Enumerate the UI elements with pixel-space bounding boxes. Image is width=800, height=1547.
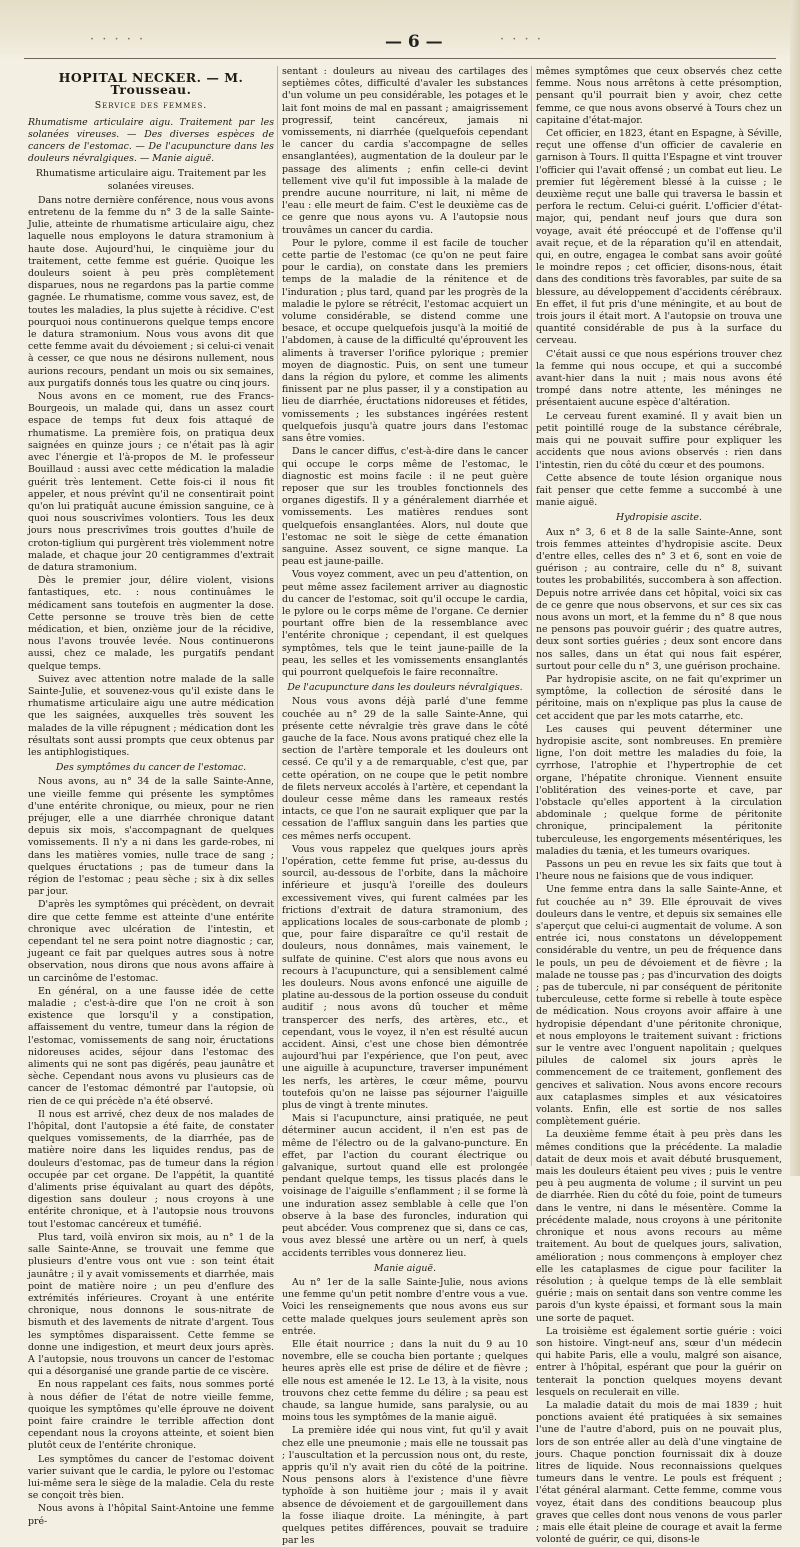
paragraph: Une femme entra dans la salle Sainte-Anne, et fut couchée au n° 39. Elle éprouvait de vives douleurs dans le ventre, et depuis six semaines elle s'aperçut que celui-ci augmentait de volume. A son entrée ici, nous constatons un développement considérable du ventre, un peu de fréquence dans le pouls, un peu de dévoiement et de fièvre ; la malade ne tousse pas ; pas d'incurvation des doigts ; pas de tubercule, ni par conséquent de péritonite tuberculeuse, cette forme si rebelle à toute espèce de médication. Nous croyons avoir affaire à une hydropisie dépendant d'une péritonite chronique, et nous employons le traitement suivant : frictions sur le ventre avec l'onguent napolitain ; quelques pilules de calomel six jours après le commencement de ce traitement, gonflement des gencives et salivation. Nous avons encore recours aux cataplasmes simples et aux vésicatoires volants. Enfin, elle est sortie de nos salles complètement guérie. <box>536 884 782 1128</box>
paragraph: C'était aussi ce que nous espérions trouver chez la femme qui nous occupe, et qui a succombé avant-hier dans la nuit ; mais nous avons été trompé dans notre attente, les méninges ne présentaient aucune espèce d'altération. <box>536 348 782 409</box>
paragraph: Cet officier, en 1823, étant en Espagne, à Séville, reçut une offense d'un officier de cavalerie en garnison à Tours. Il quitta l'Espagne et vint trouver l'officier qui l'avait offensé ; un combat eut lieu. Le premier fut légèrement blessé à la cuisse ; le deuxième reçut une balle qui traversa le bassin et perfora le rectum. Celui-ci guérit. L'officier d'état-major, qui, pendant neuf jours que dura son voyage, avait été préoccupé et de l'offense qu'il avait reçue, et de la réparation qu'il en attendait, qui, en outre, engagea le combat sans avoir goûté le moindre repos ; cet officier, disons-nous, était dans des conditions très favorables, par suite de sa blessure, au développement d'accidents cérébraux. En effet, il fut pris d'une méningite, et au bout de trois jours il était mort. A l'autopsie on trouva une quantité considérable de pus à la surface du cerveau. <box>536 128 782 347</box>
column-3 <box>536 66 782 1546</box>
paragraph: La deuxième femme était à peu près dans les mêmes conditions que la précédente. La maladie datait de deux mois et avait débuté brusquement, mais les douleurs étaient peu vives ; puis le ventre peu à peu augmenta de volume ; il survint un peu de diarrhée. Rien du côté du foie, point de tumeurs dans le ventre, ni dans le mésentère. Comme la précédente malade, nous croyons à une péritonite chronique et nous avons recours au même traitement. Au bout de quelques jours, salivation, amélioration ; nous commençons à employer chez elle les cataplasmes de cigue pour faciliter la résolution ; à quelque temps de là elle semblait guérie ; mais on sentait dans son ventre comme les parois d'un kyste épaissi, et formant sous la main une sorte de paquet. <box>536 1129 782 1324</box>
paragraph: Plus tard, voilà environ six mois, au n° 1 de la salle Sainte-Anne, se trouvait une femme que plusieurs d'entre vous ont vue : son teint était jaunâtre ; il y avait vomissements et diarrhée, mais point de matière noire ; un peu d'enflure des extrémités inférieures. Croyant à une entérite chronique, nous donnons le sous-nitrate de bismuth et des lavements de nitrate d'argent. Tous les symptômes disparaissent. Cette femme se donne une indigestion, et meurt deux jours après. A l'autopsie, nous trouvons un cancer de l'estomac qui a désorganisé une grande partie de ce viscère. <box>28 1231 274 1378</box>
paragraph: Dès le premier jour, délire violent, visions fantastiques, etc. : nous continuâmes le médicament sans toutefois en augmenter la dose. Cette personne se trouve très bien de cette médication, et bien, onzième jour de la récidive, nous l'avons trouvée levée. Nous continuerons aussi, chez ce malade, les purgatifs pendant quelque temps. <box>28 575 274 672</box>
paragraph: Suivez avec attention notre malade de la salle Sainte-Julie, et souvenez-vous qu'il existe dans le rhumatisme articulaire aigu une autre médication que les saignées, auxquelles très souvent les malades de la ville répugnent ; médication dont les résultats sont aussi prompts que ceux obtenus par les antiphlogistiques. <box>28 673 274 758</box>
section-heading-hydropisie: Hydropisie ascite. <box>616 512 702 524</box>
paragraph: Par hydropisie ascite, on ne fait qu'exprimer un symptôme, la collection de sérosité dans le péritoine, mais on n'explique pas plus la cause de cet accident que par les mots catarrhe, etc. <box>536 673 782 722</box>
paragraph: Mais si l'acupuncture, ainsi pratiquée, ne peut déterminer aucun accident, il n'en est pas de même de l'électro ou de la galvano-puncture. En effet, par l'action du courant électrique ou galvanique, surtout quand elle est prolongée pendant quelque temps, les tissus placés dans le voisinage de l'aiguille s'enflamment ; il se forme là une induration assez semblable à celle que l'on observe à la base des furoncles, induration qui peut abcéder. Vous comprenez que si, dans ce cas, vous avez blessé une artère ou un nerf, à quels accidents terribles vous donnerez lieu. <box>282 1113 528 1259</box>
paragraph: D'après les symptômes qui précèdent, on devrait dire que cette femme est atteinte d'une entérite chronique avec ulcération de l'intestin, et cependant tel ne sera point notre diagnostic ; car, jugeant ce fait par quelques autres sous à notre observation, nous dirons que nous avons affaire à un carcinôme de l'estomac. <box>28 899 274 984</box>
paragraph: La première idée qui nous vint, fut qu'il y avait chez elle une pneumonie ; mais elle ne toussait pas ; l'auscultation et la percussion nous ont, du reste, appris qu'il n'y avait rien du côté de la poitrine. Nous pensons alors à l'existence d'une fièvre typhoïde à son huitième jour ; mais il y avait absence de dévoiement et de gargouillement dans la fosse iliaque droite. La méningite, à part quelques petites différences, pouvait se traduire par les <box>282 1425 528 1547</box>
paragraph: Elle était nourrice ; dans la nuit du 9 au 10 novembre, elle se coucha bien portante ; quelques heures après elle est prise de délire et de fièvre ; elle nous est amenée le 12. Le 13, à la visite, nous trouvons chez cette femme du délire ; sa peau est chaude, sa langue humide, sans paralysie, ou au moins tous les symptômes de la manie aiguë. <box>282 1338 528 1424</box>
paragraph: Nous avons en ce moment, rue des Francs-Bourgeois, un malade qui, dans un assez court espace de temps fut deux fois attaqué de rhumatisme. La première fois, on pratiqua deux saignées en quinze jours ; ce n'était pas là agir avec l'énergie et l'à-propos de M. le professeur Bouillaud : aussi avec cette médication la maladie guérit très lentement. Cette fois-ci il nous fit appeler, et nous prévînt qu'il ne consentirait point qu'on lui pratiquât aucune émission sanguine, ce à quoi nous souscrivîmes volontiers. Tous les deux jours nous prescrivîmes trois gouttes d'huile de croton-tiglium qui purgèrent très violemment notre malade, et chaque jour 20 centigrammes d'extrait de datura stramonium. <box>28 391 274 573</box>
page-number: — 6 — <box>385 32 443 52</box>
paragraph: Vous voyez comment, avec un peu d'attention, on peut même assez facilement arriver au diagnostic du cancer de l'estomac, soit qu'il occupe le cardia, le pylore ou le corps même de l'organe. Ce dernier pourtant offre bien de la ressemblance avec l'entérite chronique ; cependant, il est quelques symptômes, tels que le teint jaune-paille de la peau, les selles et les vomissements ensanglantés qui pourront quelquefois le faire reconnaître. <box>282 569 528 678</box>
paragraph: Dans le cancer diffus, c'est-à-dire dans le cancer qui occupe le corps même de l'estomac, le diagnostic est moins facile : il ne peut guère reposer que sur les troubles fonctionnels des organes digestifs. Il y a généralement diarrhée et vomissements. Les matières rendues sont quelquefois ensanglantées. Alors, nul doute que l'estomac ne soit le siège de cette émanation sanguine. Assez souvent, ce signe manque. La peau est jaune-paille. <box>282 446 528 568</box>
column-divider <box>277 66 278 1166</box>
article-summary: Rhumatisme articulaire aigu. Traitement par les solanées vireuses. — Des diverses espèces de cancers de l'estomac. — De l'acupuncture dans les douleurs névralgiques. — Manie aiguë. <box>28 116 274 165</box>
paragraph: Cette absence de toute lésion organique nous fait penser que cette femme a succombé à une manie aiguë. <box>536 472 782 509</box>
paragraph: Il nous est arrivé, chez deux de nos malades de l'hôpital, dont l'autopsie a été faite, de constater quelques vomissements, de la diarrhée, pas de matière noire dans les liquides rendus, pas de douleurs d'estomac, pas de tumeur dans la région occupée par cet organe. De l'appétit, la quantité d'aliments prise équivalant au quart des dépôts, digestion sans douleur ; nous croyons à une entérite chronique, et à l'autopsie nous trouvons tout l'estomac cancéreux et tuméfié. <box>28 1108 274 1230</box>
paragraph: mêmes symptômes que ceux observés chez cette femme. Nous nous arrêtons à cette présomption, pensant qu'il pourrait bien y avoir, chez cette femme, ce que nous avons observé à Tours chez un capitaine d'état-major. <box>536 66 782 126</box>
article-title: HOPITAL NECKER. — M. Trousseau. <box>58 70 244 98</box>
paragraph: Vous vous rappelez que quelques jours après l'opération, cette femme fut prise, au-dessus du sourcil, au-dessous de l'orbite, dans la mâchoire inférieure et jusqu'à l'oreille des douleurs excessivement vives, qui furent calmées par les frictions d'extrait de datura stramonium, des applications locales de sous-carbonate de plomb ; que, pour faire disparaître ce qu'il restait de douleurs, nous donnâmes, mais vainement, le sulfate de quinine. C'est alors que nous avons eu recours à l'acupuncture, qui a sensiblement calmé les douleurs. Nous avons enfoncé une aiguille de platine au-dessous de la portion osseuse du conduit auditif ; nous avons dû toucher et même transpercer des nerfs, des artères, etc., et cependant, vous le voyez, il n'en est résulté aucun accident. Ainsi, c'est une chose bien démontrée aujourd'hui par l'expérience, que l'on peut, avec une aiguille à acupuncture, traverser impunément les nerfs, les artères, le cœur même, pourvu toutefois qu'on ne laisse pas séjourner l'aiguille plus de vingt à trente minutes. <box>282 843 528 1112</box>
paragraph: Au n° 1er de la salle Sainte-Julie, nous avions une femme qu'un petit nombre d'entre vous a vue. Voici les renseignements que nous avons eus sur cette malade quelques jours seulement après son entrée. <box>282 1276 528 1337</box>
paragraph: En général, on a une fausse idée de cette maladie ; c'est-à-dire que l'on ne croit à son existence que lorsqu'il y a constipation, affaissement du ventre, tumeur dans la région de l'estomac, vomissements de sang noir, éructations nidoreuses acides, séjour dans l'estomac des aliments qui ne sont pas digérés, peau jaunâtre et sèche. Cependant nous avons vu plusieurs cas de cancer de l'estomac démontré par l'autopsie, où rien de ce qui précède n'a été observé. <box>28 985 274 1107</box>
paragraph: Aux n° 3, 6 et 8 de la salle Sainte-Anne, sont trois femmes atteintes d'hydropisie ascite. Deux d'entre elles, celles des n° 3 et 6, sont en voie de guérison ; au contraire, celle du n° 8, suivant toutes les probabilités, succombera à son affection. Depuis notre arrivée dans cet hôpital, voici six cas de ce genre que nous observons, et sur ces six cas nous avons un mort, et la femme du n° 8 que nous ne pensons pas pouvoir guérir ; des quatre autres, deux sont sorties guéries ; deux sont encore dans nos salles, dans un état qui nous fait espérer, surtout pour celle du n° 3, une guérison prochaine. <box>536 526 782 672</box>
header-right-ornament: · · · · <box>500 32 543 47</box>
header-left-ornament: · · · · · <box>90 32 146 47</box>
paragraph: Le cerveau furent examiné. Il y avait bien un petit pointillé rouge de la substance cérébrale, mais qui ne pouvait suffire pour expliquer les accidents que nous avions observés : rien dans l'intestin, rien du côté du cœur et des poumons. <box>536 410 782 471</box>
section-heading-acupuncture: De l'acupuncture dans les douleurs névralgiques. <box>287 682 523 694</box>
paragraph: La maladie datait du mois de mai 1839 ; huit ponctions avaient été pratiquées à six semaines l'une de l'autre d'abord, puis on ne pouvait plus, lors de son entrée aller au delà d'une vingtaine de jours. Chaque ponction fournissait dix à douze litres de liquide. Nous reconnaissions quelques tumeurs dans le ventre. Le pouls est fréquent ; l'état général alarmant. Cette femme, comme vous voyez, était dans des conditions beaucoup plus graves que celles dont nous venons de vous parler ; mais elle était pleine de courage et avait la ferme volonté de guérir, ce qui, disons-le <box>536 1399 782 1546</box>
paragraph: La troisième est également sortie guérie : voici son histoire. Vingt-neuf ans, sœur d'un médecin qui habite Paris, elle a voulu, malgré son aisance, entrer à l'hôpital, espérant que pour la guérir on tenterait la ponction quelques moyens devant lesquels on reculerait en ville. <box>536 1325 782 1398</box>
section-heading-cancer: Des symptômes du cancer de l'estomac. <box>55 762 247 774</box>
paragraph: Les symptômes du cancer de l'estomac doivent varier suivant que le cardia, le pylore ou l'estomac lui-même sera le siège de la maladie. Cela du reste se conçoit très bien. <box>28 1453 274 1502</box>
page-edge-shadow <box>790 0 800 1176</box>
paragraph: En nous rappelant ces faits, nous sommes porté à nous défier de l'état de notre vieille femme, quoique les symptômes qu'elle éprouve ne doivent point faire craindre le terrible affection dont cependant nous la croyons atteinte, et soient bien plutôt ceux de l'entérite chronique. <box>28 1379 274 1452</box>
paragraph: Les causes qui peuvent déterminer une hydropisie ascite, sont nombreuses. En première ligne, l'on doit mettre les maladies du foie, la cyrrhose, l'atrophie et l'hypertrophie de cet organe, l'hépatite chronique. Viennent ensuite l'oblitération des veines-porte et cave, par l'obstacle qu'elles apportent à la circulation abdominale ; quelque forme de péritonite chronique, principalement la péritonite tuberculeuse, les engorgements mésentériques, les maladies du tænia, et les tumeurs ovariques. <box>536 723 782 857</box>
page-header <box>0 0 800 60</box>
article-service: Service des femmes. <box>94 100 208 112</box>
paragraph: Pour le pylore, comme il est facile de toucher cette partie de l'estomac (ce qu'on ne peut faire pour le cardia), on constate dans les premiers temps de la maladie de la rénitence et de l'induration ; plus tard, quand par les progrès de la maladie le pylore se rétrécit, l'estomac acquiert un volume considérable, se distend comme une besace, et occupe quelquefois jusqu'à la moitié de l'abdomen, à cause de la difficulté qu'éprouvent les aliments à traverser l'orifice pylorique ; premier moyen de diagnostic. Puis, on sent une tumeur dans la région du pylore, et comme les aliments finissent par ne plus passer, il y a constipation au lieu de diarrhée, éructations nidoreuses et fétides, vomissements ; les substances ingérées restent quelquefois jusqu'à quatre jours dans l'estomac sans être vomies. <box>282 237 528 445</box>
column-2 <box>282 66 528 1547</box>
paragraph: sentant : douleurs au niveau des cartilages des septièmes côtes, difficulté d'avaler les substances d'un volume un peu considérable, les potages et le lait font moins de mal en passant ; amaigrissement progressif, teint cancéreux, jamais ni vomissements, ni diarrhée (quelquefois cependant le cancer du cardia s'accompagne de selles ensanglantées), augmentation de la douleur par le passage des aliments ; enfin celle-ci devint tellement vive qu'il fut impossible à la malade de prendre aucune nourriture, ni lait, ni même de l'eau : elle meurt de faim. C'est le deuxième cas de ce genre que nous ayons vu. A l'autopsie nous trouvâmes un cancer du cardia. <box>282 66 528 236</box>
paragraph: Dans notre dernière conférence, nous vous avons entretenu de la femme du n° 3 de la salle Sainte-Julie, atteinte de rhumatisme articulaire aigu, chez laquelle nous employons le datura stramonium à haute dose. Aujourd'hui, le cinquième jour du traitement, cette femme est guérie. Quoique les douleurs soient à peu près complètement disparues, nous ne regardons pas la partie comme gagnée. Le rhumatisme, comme vous savez, est, de toutes les maladies, la plus sujette à récidive. C'est pourquoi nous continuerons quelque temps encore le datura stramonium. Nous vous avons dit que cette femme avait du dévoiement ; si celui-ci venait à cesser, ce que nous ne désirons nullement, nous aurions recours, pendant un mois ou six semaines, aux purgatifs donnés tous les quatre ou cinq jours. <box>28 194 274 389</box>
header-rule <box>24 58 776 59</box>
column-divider <box>531 66 532 1166</box>
paragraph: Nous avons, au n° 34 de la salle Sainte-Anne, une vieille femme qui présente les symptômes d'une entérite chronique, ou mieux, pour ne rien préjuger, elle a une diarrhée chronique datant depuis six mois, s'accompagnant de quelques vomissements. Il n'y a ni dans les garde-robes, ni dans les matières vomies, nulle trace de sang ; quelques éructations ; pas de tumeur dans la région de l'estomac ; peau sèche ; six à dix selles par jour. <box>28 776 274 898</box>
column-1 <box>28 66 274 1527</box>
section-heading-manie: Manie aiguë. <box>374 1262 436 1274</box>
section-heading-rhumatisme: Rhumatisme articulaire aigu. Traitement par les solanées vireuses. <box>35 168 267 192</box>
paragraph: Nous vous avons déjà parlé d'une femme couchée au n° 29 de la salle Sainte-Anne, qui présente cette névralgie très grave dans le côté gauche de la face. Nous avons pratiqué chez elle la section de l'artère temporale et les douleurs ont cessé. Ce qu'il y a de remarquable, c'est que, par cette opération, on ne coupe que le petit nombre de filets nerveux accolés à l'artère, et cependant la douleur cesse même dans les rameaux restés intacts, ce que l'on ne saurait expliquer que par la cessation de l'afflux sanguin dans les parties que ces mêmes nerfs occupent. <box>282 696 528 842</box>
paragraph: Passons un peu en revue les six faits que tout à l'heure nous ne faisions que de vous indiquer. <box>536 859 782 883</box>
paragraph: Nous avons à l'hôpital Saint-Antoine une femme pré- <box>28 1503 274 1527</box>
